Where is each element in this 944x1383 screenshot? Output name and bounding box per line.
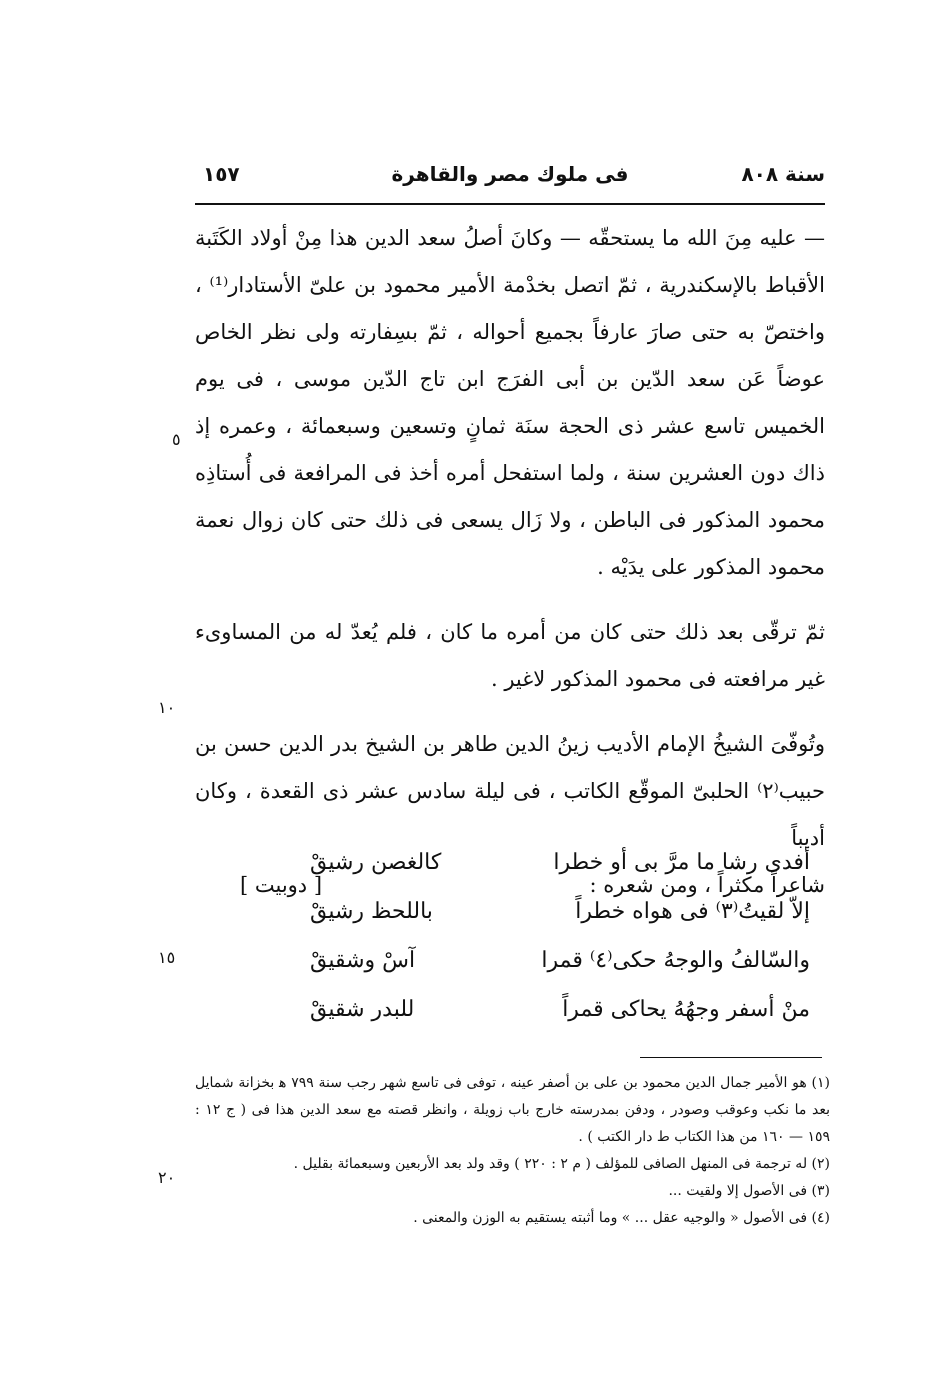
page-number: ١٥٧ — [203, 162, 240, 186]
verse-second-hemistich: للبدر شقيقْ — [310, 997, 415, 1022]
page-header — [195, 158, 825, 198]
paragraph-1: — عليه مِنَ الله ما يستحقّه — وكانَ أصلُ سعد الدين هذا مِنْ أولاد الكَتَبة الأقباط بالإسكندرية ، ثمّ اتصل بخدْمة الأمير محمود بن علىّ الأستادار⁽¹⁾ ، واختصّ به حتى صارَ عارفاً بجميع أحواله ، ثمّ بسِفارته ولى نظر الخاص عوضاً عَن سعد الدّين بن أبى الفرَج ابن تاج الدّين موسى ، فى يوم الخميس تاسع عشر ذى الحجة سنَة ثمانٍ وتسعين وسبعمائة ، وعمره إذ ذاك دون العشرين سنة ، ولما استفحل أمره أخذ فى المرافعة فى أُستاذِه محمود المذكور فى الباطن ، ولا زَال يسعى فى ذلك حتى كان زوال نعمة محمود المذكور على يدَيْه . — [195, 226, 825, 579]
verse-second-hemistich: باللحظ رشيقْ — [310, 899, 433, 924]
footnote-rule — [640, 1057, 822, 1058]
header-rule — [195, 203, 825, 205]
main-text — [195, 215, 825, 909]
footnote-4: (٤) فى الأصول « والوجيه عقل ... » وما أثبته يستقيم به الوزن والمعنى . — [413, 1210, 830, 1226]
footnote-2: (٢) له ترجمة فى المنهل الصافى للمؤلف ( م ٢ : ٢٢٠ ) وقد ولد بعد الأربعين وسبعمائة بقليل . — [293, 1156, 830, 1172]
footnote-3: (٣) فى الأصول إلا ولقيت ... — [668, 1183, 830, 1199]
verse-first-hemistich: والسّالفُ والوجهُ حكى⁽٤⁾ قمرا — [541, 948, 810, 973]
verse-line — [310, 838, 810, 887]
verse-first-hemistich: أفدى رشا ما مرَّ بى أو خطرا — [553, 850, 810, 875]
verse-intro: شاعراً مكثراً ، ومن شعره : — [589, 873, 825, 897]
verse-line — [310, 936, 810, 985]
verse-second-hemistich: آسْ وشقيقْ — [310, 948, 416, 973]
poem — [310, 838, 810, 1034]
verse-first-hemistich: منْ أسفر وجهُهُ يحاكى قمراً — [562, 997, 810, 1022]
line-number-15: ١٥ — [158, 948, 176, 967]
line-number-10: ١٠ — [158, 698, 176, 717]
line-number-5: ٥ — [172, 430, 181, 449]
verse-line — [310, 887, 810, 936]
footnote-1: (١) هو الأمير جمال الدين محمود بن على بن أصفر عينه ، توفى فى تاسع شهر رجب سنة ٧٩٩ ﻫ بخزانة شمايل بعد ما نكب وعوقب وصودر ، ودفن بمدرسته خارج باب زويلة ، وانظر قصته مع سعد الدين هذا فى ( ج ١٢ : ١٥٩ — ١٦٠ من هذا الكتاب ط دار الكتب ) . — [195, 1075, 831, 1145]
verse-first-hemistich: إلاّ لقيتُ⁽٣⁾ فى هواه خطراً — [575, 899, 810, 924]
footnotes — [195, 1070, 830, 1232]
meter-label: [ دوبيت ] — [240, 873, 323, 897]
running-title: فى ملوك مصر والقاهرة — [391, 162, 629, 186]
verse-line — [310, 985, 810, 1034]
paragraph-2: ثمّ ترقّى بعد ذلك حتى كان من أمره ما كان ، فلم يُعدّ له من المساوىء غير مرافعته فى محمود المذكور لاغير . — [195, 620, 825, 691]
paragraph-3: وتُوفّىَ الشيخُ الإمام الأديب زينُ الدين طاهر بن الشيخ بدر الدين حسن بن حبيب⁽٢⁾ الحلبىّ الموقّع الكاتب ، فى ليلة سادس عشر ذى القعدة ، وكان أديباً — [195, 732, 825, 850]
line-number-20: ٢٠ — [158, 1168, 176, 1187]
verse-second-hemistich: كالغصن رشيقْ — [310, 850, 442, 875]
header-year: سنة ٨٠٨ — [741, 162, 825, 186]
